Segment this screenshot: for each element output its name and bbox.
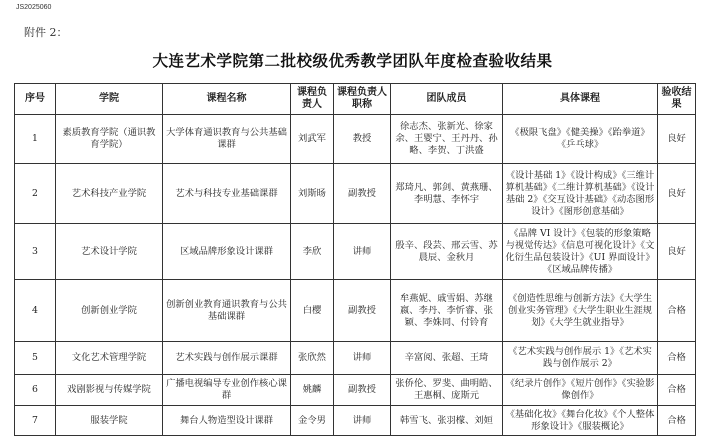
cell-college: 文化艺术管理学院: [56, 342, 163, 375]
header-leader-title: 课程负责人职称: [334, 84, 391, 115]
table-row: [15, 342, 696, 375]
table-row: [15, 164, 696, 224]
cell-result: 良好: [658, 164, 696, 224]
header-result: 验收结果: [658, 84, 696, 115]
cell-members: 徐志杰、张新光、徐家余、王婴宁、王丹丹、孙略、李贺、丁洪盛: [391, 115, 503, 164]
cell-leader-title: 副教授: [334, 280, 391, 342]
cell-result: 良好: [658, 224, 696, 280]
cell-result: 良好: [658, 115, 696, 164]
cell-college: 艺术科技产业学院: [56, 164, 163, 224]
cell-courses: 《艺术实践与创作展示 1》《艺术实践与创作展示 2》: [503, 342, 658, 375]
cell-leader-title: 副教授: [334, 164, 391, 224]
cell-leader-title: 副教授: [334, 375, 391, 406]
cell-course-name: 舞台人物造型设计课群: [163, 406, 291, 436]
header-leader: 课程负责人: [291, 84, 334, 115]
cell-college: 素质教育学院（通识教育学院）: [56, 115, 163, 164]
cell-index: 6: [15, 375, 56, 406]
cell-members: 张侨伦、罗斐、曲明皓、王惠桐、庞斯元: [391, 375, 503, 406]
cell-result: 合格: [658, 280, 696, 342]
cell-result: 合格: [658, 342, 696, 375]
cell-leader-title: 教授: [334, 115, 391, 164]
cell-college: 服装学院: [56, 406, 163, 436]
cell-courses: 《基础化妆》《舞台化妆》《个人整体形象设计》《服装概论》: [503, 406, 658, 436]
cell-leader-title: 讲师: [334, 406, 391, 436]
table-row: [15, 115, 696, 164]
cell-course-name: 区域品牌形象设计课群: [163, 224, 291, 280]
cell-members: 殷辛、段芸、邢云雪、苏晨辰、金秋月: [391, 224, 503, 280]
cell-index: 7: [15, 406, 56, 436]
cell-leader: 张欣然: [291, 342, 334, 375]
cell-college: 戏剧影视与传媒学院: [56, 375, 163, 406]
cell-college: 创新创业学院: [56, 280, 163, 342]
cell-leader-title: 讲师: [334, 342, 391, 375]
cell-members: 辛富阅、张超、王琦: [391, 342, 503, 375]
table-row: [15, 375, 696, 406]
cell-leader: 李欣: [291, 224, 334, 280]
header-course-name: 课程名称: [163, 84, 291, 115]
cell-index: 5: [15, 342, 56, 375]
header-college: 学院: [56, 84, 163, 115]
header-index: 序号: [15, 84, 56, 115]
cell-index: 3: [15, 224, 56, 280]
table-row: [15, 224, 696, 280]
cell-college: 艺术设计学院: [56, 224, 163, 280]
cell-leader: 金令男: [291, 406, 334, 436]
cell-courses: 《设计基础 1》《设计构成》《三维计算机基础》《二维计算机基础》《设计基础 2》《交互设计基础》《动态图形设计》《图形创意基础》: [503, 164, 658, 224]
results-table: [14, 83, 696, 436]
cell-leader: 刘斯旸: [291, 164, 334, 224]
cell-members: 郑琦凡、郭剑、黄燕珊、李明慧、李怀宇: [391, 164, 503, 224]
cell-members: 牟燕妮、戚雪娟、苏继嬴、李丹、李忻睿、张颖、李姝同、付铃育: [391, 280, 503, 342]
table-row: [15, 280, 696, 342]
header-members: 团队成员: [391, 84, 503, 115]
cell-index: 4: [15, 280, 56, 342]
cell-leader: 白樱: [291, 280, 334, 342]
cell-courses: 《创造性思维与创新方法》《大学生创业实务管理》《大学生职业生涯规划》《大学生就业指导》: [503, 280, 658, 342]
cell-courses: 《极限飞盘》《健美操》《跆拳道》《乒乓球》: [503, 115, 658, 164]
cell-leader: 刘武军: [291, 115, 334, 164]
cell-course-name: 艺术实践与创作展示课群: [163, 342, 291, 375]
attachment-label: 附件 2：: [24, 26, 68, 39]
table-row: [15, 406, 696, 436]
cell-index: 1: [15, 115, 56, 164]
cell-course-name: 广播电视编导专业创作核心课群: [163, 375, 291, 406]
document-code: JS2025060: [16, 4, 52, 11]
cell-leader: 姚麟: [291, 375, 334, 406]
cell-course-name: 大学体育通识教育与公共基础课群: [163, 115, 291, 164]
cell-courses: 《纪录片创作》《短片创作》《实验影像创作》: [503, 375, 658, 406]
cell-leader-title: 讲师: [334, 224, 391, 280]
cell-members: 韩雪飞、张羽檬、刘姮: [391, 406, 503, 436]
page-title: 大连艺术学院第二批校级优秀教学团队年度检查验收结果: [152, 51, 553, 70]
cell-courses: 《品牌 VI 设计》《包装的形象策略与视觉传达》《信息可视化设计》《文化衍生品包装设计》《UI 界面设计》《区域品牌传播》: [503, 224, 658, 280]
cell-result: 合格: [658, 375, 696, 406]
table-header-row: [15, 84, 696, 115]
cell-result: 合格: [658, 406, 696, 436]
cell-index: 2: [15, 164, 56, 224]
cell-course-name: 创新创业教育通识教育与公共基础课群: [163, 280, 291, 342]
header-courses: 具体课程: [503, 84, 658, 115]
cell-course-name: 艺术与科技专业基础课群: [163, 164, 291, 224]
